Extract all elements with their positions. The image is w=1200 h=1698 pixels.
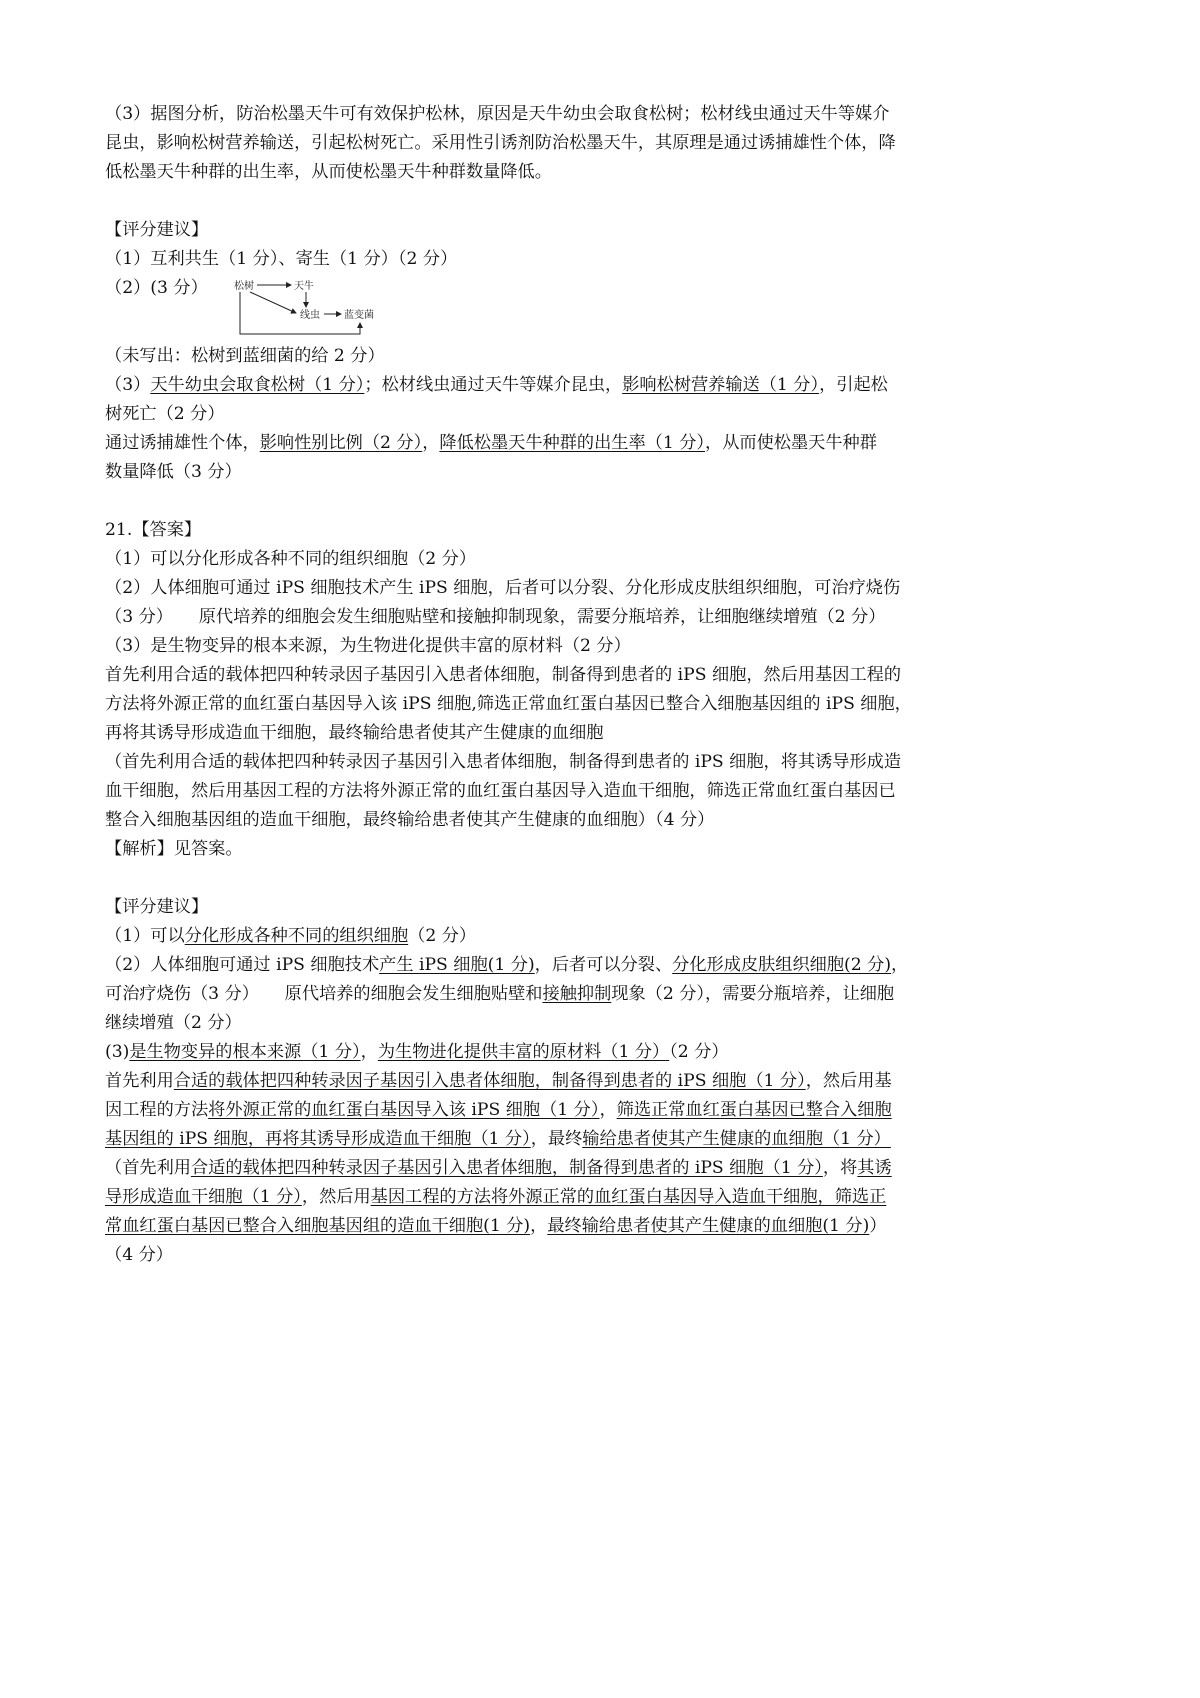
text: （3） xyxy=(105,375,151,395)
underlined-text: 是生物变异的根本来源（1 分） xyxy=(129,1042,361,1062)
q21-scoring-title: 【评分建议】 xyxy=(105,897,209,917)
underlined-text: 导形成造血干细胞（1 分） xyxy=(105,1187,302,1207)
q20-scoring-3-line2: 树死亡（2 分） xyxy=(105,404,225,424)
text: 因工程的方法 xyxy=(105,1100,209,1120)
underlined-text: 分化形成皮肤组织细胞(2 分) xyxy=(672,955,892,975)
underlined-text: 其诱 xyxy=(857,1158,892,1178)
text: 首先利用 xyxy=(105,1071,174,1091)
q21-scoring-4-line2 xyxy=(105,1096,1005,1125)
underlined-text: 将外源正常的血红蛋白基因导入该 iPS 细胞（1 分） xyxy=(208,1100,600,1120)
text: （2 分） xyxy=(669,1042,729,1062)
q21-scoring-2-line1 xyxy=(105,951,1005,980)
text: ，从而使松墨天牛种群 xyxy=(705,433,877,453)
q21-scoring-6: （4 分） xyxy=(105,1245,173,1265)
node-nematode: 线虫 xyxy=(299,310,320,321)
food-web-diagram xyxy=(230,278,390,340)
underlined-text: 降低松墨天牛种群的出生率（1 分） xyxy=(439,433,706,453)
document-page xyxy=(105,100,1005,1270)
text: （2 分） xyxy=(408,926,477,946)
node-beetle: 天牛 xyxy=(293,281,314,292)
text: 可治疗烧伤（3 分） 原代培养的细胞会发生细胞贴壁和 xyxy=(105,984,543,1004)
underlined-text: 接触抑制 xyxy=(542,984,612,1004)
q21-answer-4-line2: 方法将外源正常的血红蛋白基因导入该 iPS 细胞,筛选正常血红蛋白基因已整合入细胞基因组的 iPS 细胞， xyxy=(105,694,912,714)
q21-answer-1: （1）可以分化形成各种不同的组织细胞（2 分） xyxy=(105,549,477,569)
q21-answer-2-line2: （3 分） 原代培养的细胞会发生细胞贴壁和接触抑制现象，需要分瓶培养，让细胞继续增殖（2 分） xyxy=(105,607,886,627)
text: （首先利用 xyxy=(105,1158,191,1178)
text: （1）可以 xyxy=(105,926,185,946)
text: ，引起松 xyxy=(819,375,888,395)
underlined-text: 筛选正常血红蛋白基因已整合入细胞 xyxy=(616,1100,892,1120)
node-pine: 松树 xyxy=(233,281,254,292)
underlined-text: 产生 iPS 细胞(1 分) xyxy=(379,955,535,975)
q21-answer-5-line3: 整合入细胞基因组的造血干细胞，最终输给患者使其产生健康的血细胞）（4 分） xyxy=(105,810,715,830)
text: (3) xyxy=(105,1042,130,1062)
q21-analysis: 【解析】见答案。 xyxy=(105,839,243,859)
q20-scoring-3-line4: 数量降低（3 分） xyxy=(105,462,242,482)
text: ，将 xyxy=(822,1158,858,1178)
underlined-text: 天牛幼虫会取食松树（1 分） xyxy=(150,375,365,395)
underlined-text: 合适的载体把四种转录因子基因引入患者体细胞，制备得到患者的 iPS 细胞（1 分） xyxy=(190,1158,823,1178)
text: ，最终 xyxy=(530,1129,583,1149)
q21-scoring-2-line2 xyxy=(105,980,1005,1009)
q21-scoring-4-line3 xyxy=(105,1125,1005,1154)
q20-scoring-1: （1）互利共生（1 分）、寄生（1 分）（2 分） xyxy=(105,249,458,269)
q21-scoring-5-line1 xyxy=(105,1154,1005,1183)
q20-part3-line3: 低松墨天牛种群的出生率，从而使松墨天牛种群数量降低。 xyxy=(105,162,552,182)
q21-scoring-3 xyxy=(105,1038,1005,1067)
text: 现象（2 分），需要分瓶培养，让细胞 xyxy=(611,984,895,1004)
text: ， xyxy=(422,433,440,453)
text: ，然后用基 xyxy=(805,1071,892,1091)
text: （2）人体细胞可通过 iPS 细胞技术 xyxy=(105,955,380,975)
q21-scoring-4-line1 xyxy=(105,1067,1005,1096)
text: ；松材线虫通过天牛等媒介昆虫， xyxy=(364,375,623,395)
underlined-text: 最终输给患者使其产生健康的血细胞(1 分) xyxy=(547,1216,870,1236)
text: ， xyxy=(891,955,909,975)
q20-scoring-3-line1 xyxy=(105,371,1005,400)
text: ，后者可以分裂、 xyxy=(534,955,673,975)
q21-scoring-1 xyxy=(105,922,1005,951)
q21-scoring-5-line2 xyxy=(105,1183,1005,1212)
q21-answer-5-line1: （首先利用合适的载体把四种转录因子基因引入患者体细胞，制备得到患者的 iPS 细胞，将其诱导形成造 xyxy=(105,752,902,772)
underlined-text: 常血红蛋白基因已整合入细胞基因组的造血干细胞(1 分) xyxy=(105,1216,531,1236)
underlined-text: 分化形成各种不同的组织细胞 xyxy=(184,926,409,946)
underlined-text: 合适的载体把四种转录因子基因引入患者体细胞，制备得到患者的 iPS 细胞（1 分） xyxy=(173,1071,806,1091)
q21-answer-title: 21.【答案】 xyxy=(105,520,202,540)
underlined-text: 影响性别比例（2 分） xyxy=(259,433,423,453)
q20-scoring-2-note: （未写出：松树到蓝细菌的给 2 分） xyxy=(105,346,385,366)
underlined-text: 输给患者使其产生健康的血细胞（1 分） xyxy=(582,1129,891,1149)
q20-part3-line1: （3）据图分析，防治松墨天牛可有效保护松林，原因是天牛幼虫会取食松树；松材线虫通过天牛等媒介 xyxy=(105,104,890,124)
text: ， xyxy=(530,1216,548,1236)
arrow-pine-nematode xyxy=(250,292,296,313)
q20-scoring-3-line3 xyxy=(105,429,1005,458)
q21-answer-5-line2: 血干细胞，然后用基因工程的方法将外源正常的血红蛋白基因导入造血干细胞，筛选正常血红蛋白基因已 xyxy=(105,781,896,801)
text: 通过诱捕雄性个体， xyxy=(105,433,260,453)
q21-answer-4-line1: 首先利用合适的载体把四种转录因子基因引入患者体细胞，制备得到患者的 iPS 细胞，然后用基因工程的 xyxy=(105,665,902,685)
q20-part3-line2: 昆虫，影响松树营养输送，引起松树死亡。采用性引诱剂防治松墨天牛，其原理是通过诱捕雄性个体，降 xyxy=(105,133,896,153)
q20-scoring-title: 【评分建议】 xyxy=(105,220,209,240)
q20-scoring-2-row xyxy=(105,274,1005,342)
q21-answer-4-line3: 再将其诱导形成造血干细胞，最终输给患者使其产生健康的血细胞 xyxy=(105,723,604,743)
text: ， xyxy=(599,1100,617,1120)
node-cyanobacteria: 蓝变菌 xyxy=(343,310,374,321)
text: ，然后用 xyxy=(301,1187,371,1207)
text: ） xyxy=(869,1216,887,1236)
q21-scoring-2-line3: 继续增殖（2 分） xyxy=(105,1013,242,1033)
underlined-text: 基因组的 iPS 细胞，再将其诱导形成造血干细胞（1 分） xyxy=(105,1129,531,1149)
q21-answer-3: （3）是生物变异的根本来源，为生物进化提供丰富的原材料（2 分） xyxy=(105,636,631,656)
q20-scoring-2-label: （2）(3 分） xyxy=(105,278,208,298)
q21-answer-2-line1: （2）人体细胞可通过 iPS 细胞技术产生 iPS 细胞，后者可以分裂、分化形成皮肤组织细胞，可治疗烧伤 xyxy=(105,578,901,598)
underlined-text: 基因工程的方法将外源正常的血红蛋白基因导入造血干细胞，筛选正 xyxy=(370,1187,887,1207)
text: ， xyxy=(360,1042,378,1062)
underlined-text: 影响松树营养输送（1 分） xyxy=(622,375,820,395)
q21-scoring-5-line3 xyxy=(105,1212,1005,1241)
underlined-text: 为生物进化提供丰富的原材料（1 分） xyxy=(377,1042,670,1062)
